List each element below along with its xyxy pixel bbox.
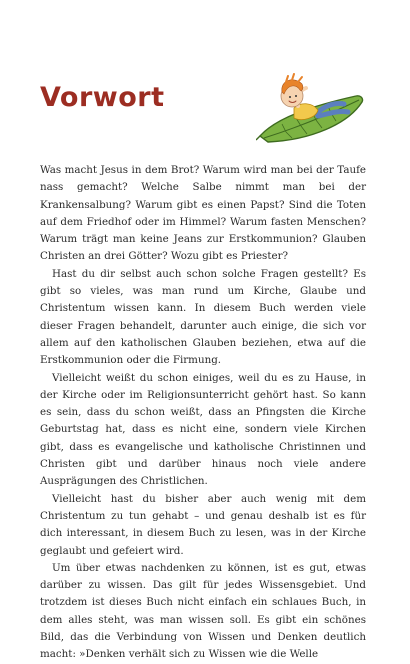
preface-text: [40, 162, 366, 664]
paragraph: Um über etwas nachdenken zu können, ist es gut, etwas darüber zu wissen. Das gilt für jedes Wissensgebiet. Und trotzdem ist dieses Buch nicht einfach ein schlaues Buch, in dem alles steht, was man wissen soll. Es gibt ein schönes Bild, das die Verbindung von Wissen und Denken deutlich macht: »Denken verhält sich zu Wissen wie die Welle: [40, 561, 366, 661]
paragraph: Was macht Jesus in dem Brot? Warum wird man bei der Taufe nass gemacht? Welche Salbe nimmt man bei der Krankensalbung? Warum gibt es einen Papst? Sind die Toten auf dem Friedhof oder im Himmel? Warum fasten Menschen? Warum trägt man keine Jeans zur Erstkommunion? Glauben Christen an drei Götter? Wozu gibt es Priester?: [40, 164, 366, 263]
paragraph: Hast du dir selbst auch schon solche Fragen gestellt? Es gibt so vieles, was man rund um Kirche, Glaube und Christentum wissen kann. In diesem Buch werden viele dieser Fragen behandelt, darunter auch einige, die sich vor allem auf den katholischen Glauben beziehen, etwa auf die Erstkommunion oder die Firmung.: [40, 267, 366, 367]
paragraph: Vielleicht weißt du schon einiges, weil du es zu Hause, in der Kirche oder im Religionsunterricht gehört hast. So kann es sein, dass du schon weißt, dass an Pfingsten die Kirche Geburtstag hat, dass es nicht eine, sondern viele Kirchen gibt, dass es evangelische und katholische Christinnen und Christen gibt und darüber hinaus noch viele andere Ausprägungen des Christlichen.: [40, 371, 366, 488]
page-title: Vorwort: [40, 82, 165, 113]
child-on-leaf-icon: [256, 66, 368, 148]
paragraph: Vielleicht hast du bisher aber auch wenig mit dem Christentum zu tun gehabt – und genau deshalb ist es für dich interessant, in diesem Buch zu lesen, was in der Kirche geglaubt und gefeiert wird.: [40, 492, 366, 557]
